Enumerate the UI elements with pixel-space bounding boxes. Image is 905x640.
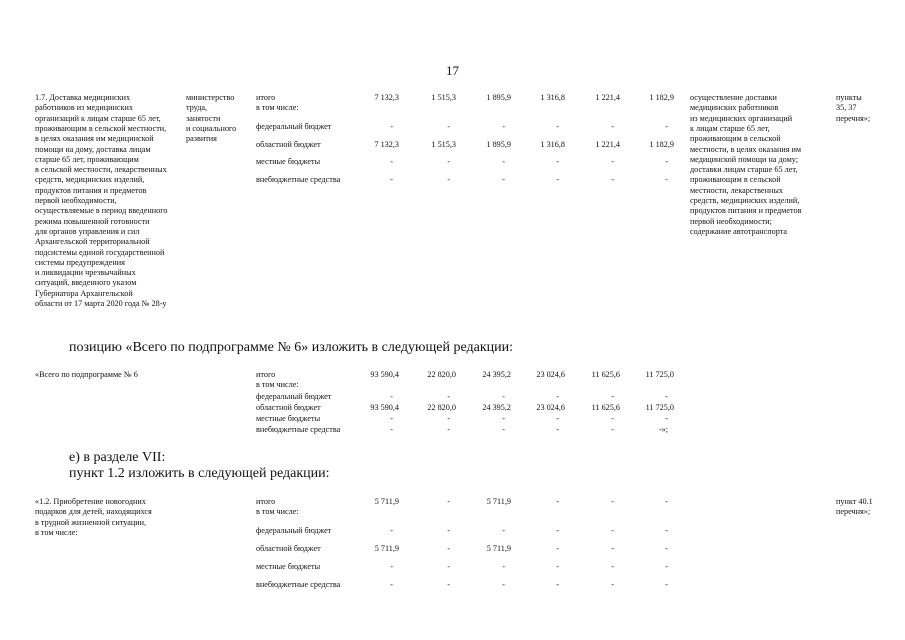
funding-source-label: в том числе: [256, 507, 299, 516]
funding-source-label: внебюджетные средства [256, 580, 341, 589]
funding-source-label: федеральный бюджет [256, 392, 332, 401]
funding-source-label: федеральный бюджет [256, 526, 332, 535]
item-description-line: ситуаций, введенного указом [35, 278, 137, 288]
executor-line: и социального [186, 123, 237, 133]
reference-line: пункт 40.1 [836, 497, 873, 506]
table-cell-value: 23 024,6 [536, 403, 565, 412]
item-description-line: подсистемы единой государственной [35, 247, 165, 257]
table-cell-value: - [447, 122, 450, 131]
heading-total-position: позицию «Всего по подпрограмме № 6» изложить в следующей редакции: [69, 340, 514, 355]
table-cell-value: - [390, 157, 393, 166]
expected-result-line: доставки лицам старше 65 лет, [690, 165, 798, 175]
expected-result-line: медицинской помощи на дому; [690, 154, 799, 164]
table-cell-value: - [556, 562, 559, 571]
expected-result-line: к лицам старше 65 лет, [690, 123, 770, 133]
expected-result-line: проживающим в сельской [690, 175, 781, 185]
table-cell-value: - [447, 562, 450, 571]
table-cell-value: - [556, 580, 559, 589]
item-description-line: средств, медицинских изделий, [35, 175, 145, 185]
table-cell-value: 11 625,6 [591, 403, 620, 412]
table-cell-value: 1 182,9 [649, 140, 674, 149]
total-item-label: «Всего по подпрограмме № 6 [35, 370, 138, 379]
item-description-line: осуществляемые в период введенного [35, 206, 168, 216]
page-number: 17 [446, 63, 459, 78]
table-cell-value: - [502, 526, 505, 535]
table-cell-value: 1 316,8 [540, 93, 565, 102]
table-cell-value: - [390, 526, 393, 535]
item-description-line: «1.2. Приобретение новогодних [35, 497, 146, 506]
table-cell-value: - [611, 526, 614, 535]
reference-line: пункты [836, 93, 862, 102]
item-description-line: области от 17 марта 2020 года № 28-у [35, 299, 167, 308]
table-cell-value: - [611, 414, 614, 423]
table-cell-value: - [390, 425, 393, 434]
table-cell-value: 7 132,3 [374, 140, 399, 149]
item-description-line: в сельской местности, лекарственных [35, 165, 167, 175]
table-cell-value: - [665, 526, 668, 535]
table-cell-value: 11 725,0 [645, 370, 674, 379]
table-cell-value: - [665, 414, 668, 423]
table-cell-value: - [556, 414, 559, 423]
table-cell-value: - [665, 580, 668, 589]
expected-result-line: осуществление доставки [690, 93, 777, 102]
item-description-line: проживающим в сельской местности, [35, 123, 167, 133]
item-description-line: системы предупреждения [35, 257, 125, 267]
item-description-line: помощи на дому, доставка лицам [35, 144, 151, 154]
expected-result-line: из медицинских организаций [690, 113, 793, 123]
table-cell-value: - [502, 392, 505, 401]
table-cell-value: - [665, 122, 668, 131]
table-cell-value: 5 711,9 [374, 544, 399, 553]
reference-line: перечня»; [836, 507, 871, 517]
table-cell-value: - [611, 392, 614, 401]
table-cell-value: 5 711,9 [486, 544, 511, 553]
table-cell-value: 1 515,3 [431, 140, 456, 149]
table-cell-value: - [556, 175, 559, 184]
table-cell-value: - [556, 526, 559, 535]
table-cell-value: - [502, 562, 505, 571]
table-cell-value: 1 221,4 [595, 93, 620, 102]
item-description-line: 1.7. Доставка медицинских [35, 93, 131, 102]
funding-source-label: итого [256, 370, 276, 379]
item-description-line: в том числе: [35, 527, 78, 537]
table-cell-value: - [556, 425, 559, 434]
table-cell-value: - [665, 544, 668, 553]
table-cell-value: 23 024,6 [536, 370, 565, 379]
item-description-line: в трудной жизненной ситуации, [35, 517, 147, 527]
table-cell-value: - [390, 580, 393, 589]
heading-section-vii: е) в разделе VII: [69, 450, 166, 465]
item-description-line: старше 65 лет, проживающим [35, 154, 139, 164]
table-cell-value: 1 221,4 [595, 140, 620, 149]
table-cell-value: 24 395,2 [482, 403, 511, 412]
item-description-line: Архангельской территориальной [35, 237, 150, 247]
funding-source-label: итого [256, 497, 276, 506]
reference-line: перечня»; [836, 113, 871, 123]
item-description-line: первой необходимости, [35, 196, 117, 205]
table-cell-value: 11 625,6 [591, 370, 620, 379]
table-cell-value: - [502, 414, 505, 423]
table-cell-value: 22 820,0 [427, 403, 456, 412]
table-cell-value: - [611, 544, 614, 553]
table-cell-value: - [447, 414, 450, 423]
item-description-line: работников из медицинских [35, 103, 133, 113]
table-cell-value: - [447, 497, 450, 506]
funding-source-label: итого [256, 93, 276, 102]
expected-result-line: местности, лекарственных [690, 185, 783, 195]
expected-result-line: средств, медицинских изделий, [690, 196, 800, 205]
table-cell-value: - [611, 175, 614, 184]
table-cell-value: - [556, 544, 559, 553]
table-cell-value: 93 590,4 [370, 403, 399, 412]
table-cell-value: - [447, 526, 450, 535]
executor-line: министерство [186, 93, 235, 102]
table-cell-value: - [611, 425, 614, 434]
item-description-line: организаций к лицам старше 65 лет, [35, 113, 161, 123]
funding-source-label: в том числе: [256, 380, 299, 389]
funding-source-label: местные бюджеты [256, 562, 321, 571]
table-cell-value: 5 711,9 [486, 497, 511, 506]
table-cell-value: - [665, 157, 668, 166]
item-description-line: режима повышенной готовности [35, 216, 150, 226]
item-description-line: Губернатора Архангельской [35, 288, 133, 298]
item-description-line: в целях оказания им медицинской [35, 134, 154, 144]
table-cell-value: - [390, 562, 393, 571]
table-cell-value: - [390, 175, 393, 184]
item-description-line: и ликвидации чрезвычайных [35, 268, 136, 278]
item-description-line: продуктов питания и предметов [35, 185, 147, 195]
table-cell-value: - [447, 425, 450, 434]
table-cell-value: - [447, 544, 450, 553]
table-cell-value: 1 515,3 [431, 93, 456, 102]
executor-line: занятости [186, 113, 221, 123]
funding-source-label: федеральный бюджет [256, 122, 332, 131]
table-cell-value: 1 895,9 [486, 140, 511, 149]
table-cell-value: - [611, 157, 614, 166]
table-cell-value: 5 711,9 [374, 497, 399, 506]
table-cell-value: - [665, 497, 668, 506]
table-cell-value: - [665, 175, 668, 184]
table-cell-value: - [665, 562, 668, 571]
funding-source-label: областной бюджет [256, 140, 321, 149]
table-cell-value: - [502, 175, 505, 184]
table-cell-value: - [556, 157, 559, 166]
item-description-line: подарков для детей, находящихся [35, 507, 152, 517]
table-cell-value: - [447, 392, 450, 401]
table-cell-value: 1 316,8 [540, 140, 565, 149]
table-cell-value: - [556, 122, 559, 131]
expected-result-line: первой необходимости; [690, 216, 772, 226]
table-cell-value: - [556, 497, 559, 506]
funding-source-label: местные бюджеты [256, 157, 321, 166]
expected-result-line: продуктов питания и предметов [690, 206, 802, 216]
funding-source-label: местные бюджеты [256, 414, 321, 423]
table-cell-value: 22 820,0 [427, 370, 456, 379]
funding-source-label: внебюджетные средства [256, 175, 341, 184]
table-cell-value: - [502, 580, 505, 589]
table-cell-value: 7 132,3 [374, 93, 399, 102]
table-cell-value: - [390, 392, 393, 401]
table-cell-value: - [611, 497, 614, 506]
expected-result-line: местности, в целях оказания им [690, 144, 802, 154]
table-cell-value: 11 725,0 [645, 403, 674, 412]
table-cell-value: 1 895,9 [486, 93, 511, 102]
table-cell-value: - [390, 414, 393, 423]
funding-source-label: областной бюджет [256, 544, 321, 553]
table-cell-value: 93 590,4 [370, 370, 399, 379]
table-cell-value: - [390, 122, 393, 131]
table-cell-value: - [447, 157, 450, 166]
table-cell-value: - [611, 580, 614, 589]
item-description-line: для органов управления и сил [35, 226, 140, 236]
expected-result-line: медицинских работников [690, 103, 779, 113]
reference-line: 35, 37 [836, 103, 857, 113]
table-cell-value: - [502, 122, 505, 131]
funding-source-label: внебюджетные средства [256, 425, 341, 434]
table-cell-value: - [556, 392, 559, 401]
table-cell-value: - [611, 562, 614, 571]
table-cell-value: - [665, 392, 668, 401]
table-cell-value: - [502, 425, 505, 434]
table-cell-value: - [447, 175, 450, 184]
funding-source-label: в том числе: [256, 103, 299, 112]
expected-result-line: содержание автотранспорта [690, 226, 788, 236]
table-cell-value: -»; [658, 425, 668, 434]
executor-line: развития [186, 134, 217, 144]
table-cell-value: - [611, 122, 614, 131]
table-cell-value: - [447, 580, 450, 589]
table-cell-value: 1 182,9 [649, 93, 674, 102]
table-cell-value: 24 395,2 [482, 370, 511, 379]
funding-source-label: областной бюджет [256, 403, 321, 412]
executor-line: труда, [186, 103, 208, 113]
table-cell-value: - [502, 157, 505, 166]
expected-result-line: проживающим в сельской [690, 134, 781, 144]
heading-item-1-2: пункт 1.2 изложить в следующей редакции: [69, 466, 330, 481]
